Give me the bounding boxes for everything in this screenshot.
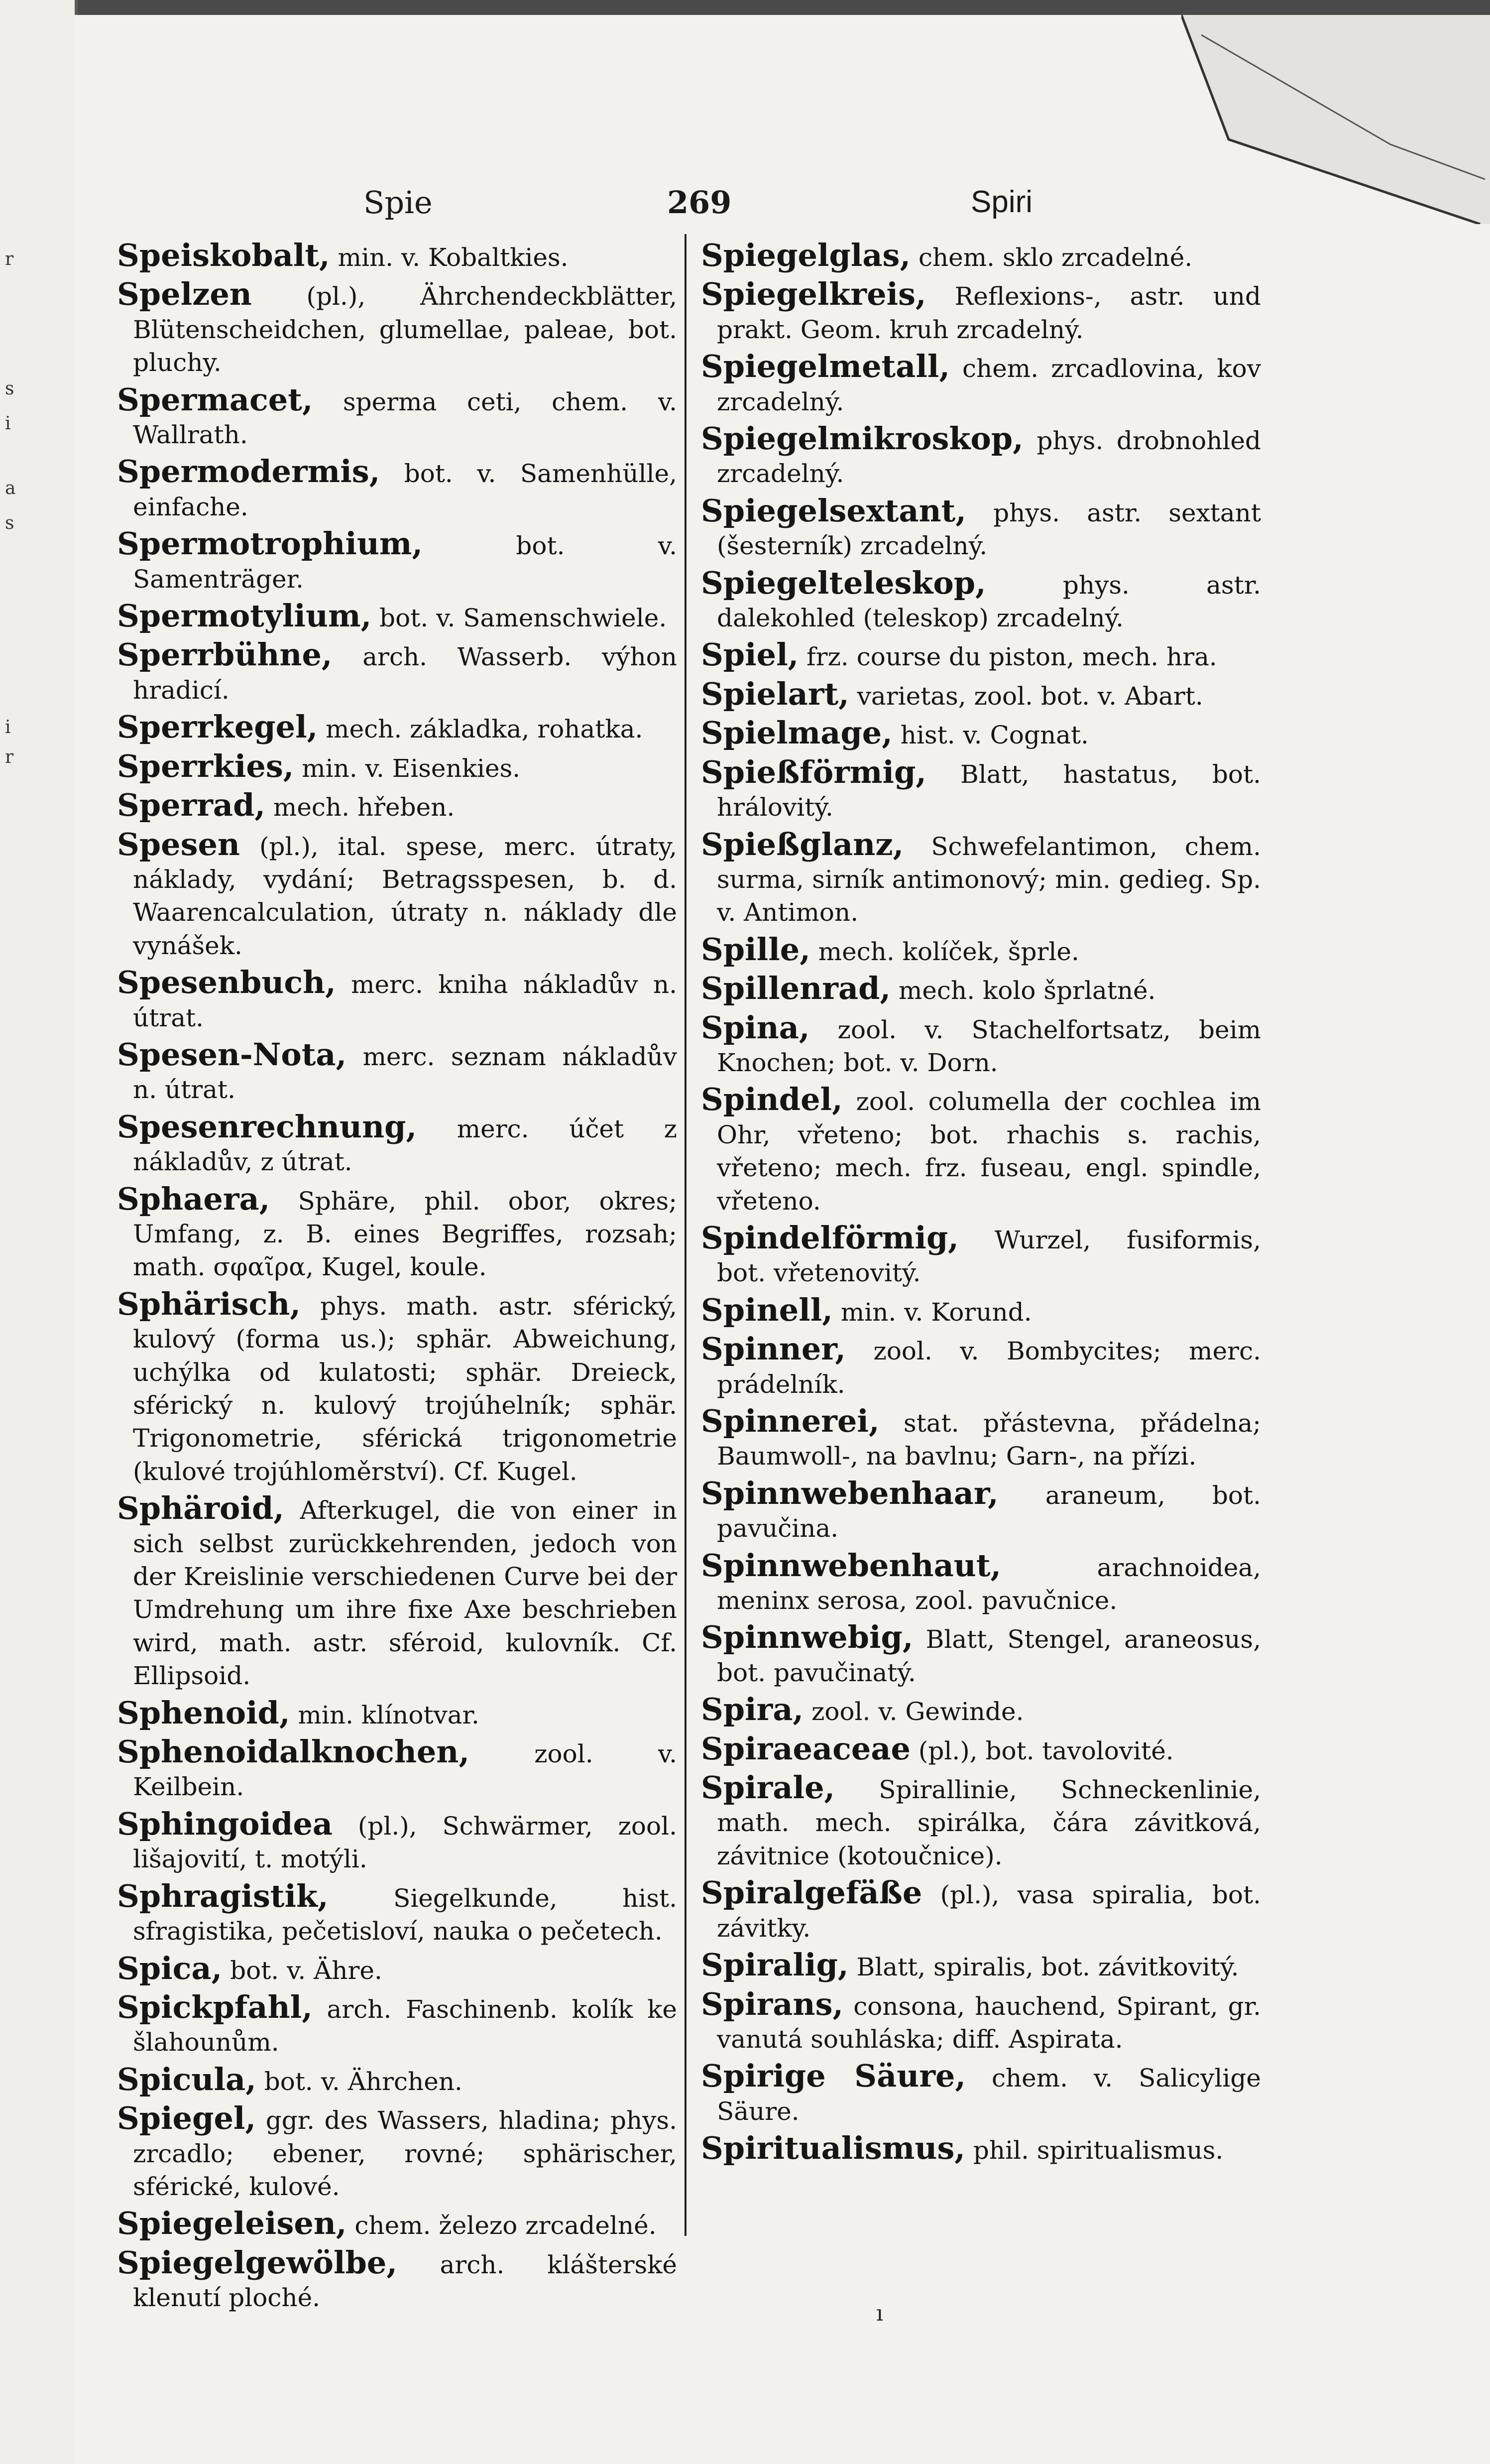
entry-headword: Sphärisch, [117, 1285, 301, 1322]
entry-definition: hist. v. Cognat. [900, 721, 1089, 750]
entry-headword: Sphaera, [117, 1180, 270, 1217]
dictionary-entry [701, 1011, 1261, 1080]
dictionary-entry [701, 1771, 1261, 1872]
entry-headword: Spickpfahl, [117, 1988, 313, 2025]
dictionary-entry [701, 1876, 1261, 1945]
entry-definition: zool. columella der cochlea im Ohr, vřeteno; bot. rhachis s. rachis, vřeteno; mech. frz. fuseau, engl. spindle, vřeteno. [717, 1087, 1261, 1216]
entry-headword: Sphenoid, [117, 1694, 290, 1731]
dictionary-entry [117, 711, 677, 745]
entry-headword: Spiralig, [701, 1947, 849, 1983]
dictionary-entry [701, 494, 1261, 563]
dictionary-entry [117, 239, 677, 274]
dictionary-entry [701, 564, 1261, 635]
header-left-guide: Spie [363, 184, 433, 221]
entry-headword: Spindelförmig, [701, 1219, 959, 1256]
entry-headword: Sperrbühne, [117, 636, 333, 673]
dictionary-entry [117, 966, 677, 1034]
entry-headword: Spiritualismus, [701, 2130, 965, 2167]
entry-definition: bot. v. Samenträger. [133, 531, 677, 594]
entry-definition: frz. course du piston, mech. hra. [806, 642, 1217, 672]
entry-definition: araneum, bot. pavučina. [717, 1480, 1261, 1543]
entry-headword: Spermotrophium, [117, 525, 423, 562]
dictionary-entry [701, 675, 1261, 713]
column-divider [685, 234, 687, 2236]
entry-definition: (pl.), vasa spiralia, bot. závitky. [717, 1880, 1261, 1943]
dictionary-entry [117, 2207, 677, 2242]
dictionary-entry [701, 1083, 1261, 1218]
entry-headword: Spesenrechnung, [117, 1108, 417, 1145]
entry-headword: Sphragistik, [117, 1877, 329, 1914]
dictionary-entry [117, 455, 677, 523]
entry-definition: arch. Wasserb. výhon hradicí. [133, 642, 677, 705]
entry-headword: Spiegelteleskop, [701, 564, 986, 601]
bottom-mark: ı [876, 2301, 884, 2326]
entry-headword: Spiel, [701, 636, 799, 673]
entry-definition: (pl.), ital. spese, merc. útraty, náklady, vydání; Betragsspesen, b. d. Waarencalculation, útraty n. náklady dle vynášek. [133, 832, 677, 960]
dictionary-entry [701, 422, 1261, 491]
dictionary-entry [117, 638, 677, 707]
dictionary-entry [701, 717, 1261, 751]
entry-definition: chem. zrcadlovina, kov zrcadelný. [717, 354, 1261, 416]
entry-headword: Speiskobalt, [117, 237, 330, 273]
entry-definition: zool. v. Stachelfortsatz, beim Knochen; bot. v. Dorn. [717, 1015, 1261, 1077]
entry-definition: Blatt, hastatus, bot. hrálovitý. [717, 759, 1261, 822]
entry-definition: Siegelkunde, hist. sfragistika, pečetisloví, nauka o pečetech. [133, 1883, 677, 1946]
dictionary-entry [701, 1477, 1261, 1545]
entry-headword: Spica, [117, 1950, 223, 1986]
entry-headword: Spiegelmikroskop, [701, 420, 1024, 457]
adjacent-page-edge [0, 0, 78, 2464]
margin-mark: r [5, 747, 14, 767]
dictionary-entry [701, 2132, 1261, 2167]
entry-definition: Sphäre, phil. obor, okres; Umfang, z. B. eines Begriffes, rozsah; math. σφαῖρα, Kugel, koule. [133, 1186, 677, 1282]
dictionary-entry [701, 972, 1261, 1007]
entry-definition: phil. spiritualismus. [973, 2136, 1224, 2165]
entry-headword: Spillenrad, [701, 970, 891, 1007]
dictionary-entry [701, 2060, 1261, 2128]
entry-definition: Wurzel, fusiformis, bot. vřetenovitý. [717, 1225, 1261, 1288]
margin-mark: a [5, 478, 16, 498]
entry-headword: Spille, [701, 931, 810, 968]
entry-definition: merc. seznam nákladův n. útrat. [133, 1042, 677, 1105]
entry-definition: phys. astr. dalekohled (teleskop) zrcadelný. [717, 570, 1261, 633]
entry-definition: bot. v. Ähre. [230, 1956, 382, 1985]
dictionary-entry [117, 2102, 677, 2203]
dictionary-entry [117, 2063, 677, 2098]
entry-definition: mech. hřeben. [273, 793, 455, 822]
entry-headword: Spinner, [701, 1331, 846, 1367]
entry-definition: mech. kolo šprlatné. [899, 976, 1156, 1005]
entry-headword: Spiegelsextant, [701, 492, 966, 529]
entry-headword: Spießförmig, [701, 753, 927, 790]
entry-headword: Spirans, [701, 1985, 844, 2022]
entry-headword: Spielmage, [701, 715, 893, 751]
entry-definition: arch. Faschinenb. kolík ke šlahounům. [133, 1994, 677, 2057]
entry-definition: sperma ceti, chem. v. Wallrath. [133, 387, 677, 450]
entry-definition: bot. v. Samenschwiele. [379, 604, 667, 633]
entry-headword: Spiralgefäße [701, 1874, 922, 1911]
dictionary-entry [701, 1949, 1261, 1983]
entry-definition: mech. základka, rohatka. [326, 715, 643, 744]
dictionary-entry [701, 1219, 1261, 1290]
entry-definition: bot. v. Ährchen. [264, 2067, 462, 2096]
dictionary-entry [117, 1110, 677, 1179]
dictionary-entry [117, 1694, 677, 1731]
entry-definition: stat. přástevna, přádelna; Baumwoll-, na bavlnu; Garn-, na přízi. [717, 1409, 1261, 1471]
entry-headword: Spicula, [117, 2061, 256, 2097]
entry-definition: chem. v. Salicylige Säure. [717, 2064, 1261, 2126]
right-column [701, 239, 1261, 2171]
entry-definition: zool. v. Keilbein. [133, 1739, 677, 1802]
entry-headword: Spelzen [117, 276, 252, 313]
entry-headword: Spermotylium, [117, 598, 372, 634]
entry-headword: Spina, [701, 1009, 810, 1046]
entry-headword: Spirige Säure, [701, 2058, 966, 2094]
dictionary-entry [117, 747, 677, 785]
entry-headword: Spiraeaceae [701, 1730, 911, 1767]
entry-headword: Sphingoidea [117, 1805, 333, 1842]
entry-headword: Spermacet, [117, 381, 313, 418]
dictionary-entry [701, 1732, 1261, 1767]
entry-headword: Spiegelgewölbe, [117, 2244, 397, 2281]
entry-definition: zool. v. Bombycites; merc. prádelník. [717, 1337, 1261, 1399]
entry-headword: Spiegelglas, [701, 237, 911, 273]
dictionary-entry [701, 1549, 1261, 1617]
entry-definition: (pl.), bot. tavolovité. [918, 1736, 1174, 1765]
dictionary-entry [117, 1988, 677, 2059]
dictionary-entry [117, 1805, 677, 1876]
dictionary-entry [117, 2246, 677, 2315]
entry-headword: Spielart, [701, 675, 849, 712]
entry-headword: Sphäroid, [117, 1490, 284, 1527]
entry-headword: Spirale, [701, 1769, 835, 1806]
entry-headword: Sperrkegel, [117, 709, 318, 745]
entry-headword: Spinnwebig, [701, 1619, 914, 1656]
entry-definition: min. v. Korund. [840, 1297, 1032, 1327]
margin-mark: s [5, 378, 14, 399]
entry-definition: merc. kniha nákladův n. útrat. [133, 970, 677, 1032]
dictionary-entry [701, 933, 1261, 968]
left-column [117, 239, 677, 2319]
entry-headword: Spinnerei, [701, 1403, 880, 1439]
dictionary-entry [701, 828, 1261, 929]
page-header [209, 184, 1354, 229]
entry-definition: zool. v. Gewinde. [811, 1697, 1024, 1726]
entry-headword: Sphenoidalknochen, [117, 1733, 470, 1770]
entry-definition: phys. math. astr. sférický, kulový (forma us.); sphär. Abweichung, uchýlka od kulatosti; sphär. Dreieck, sférický n. kulový trojúhelník; sphär. Trigonometrie, sférická trigonometrie (kulové trojúhloměrství). Cf. Kugel. [133, 1291, 677, 1486]
margin-mark: r [5, 249, 14, 269]
entry-definition: Spirallinie, Schneckenlinie, math. mech. spirálka, čára závitková, závitnice (kotoučnice). [717, 1775, 1261, 1870]
entry-headword: Sperrad, [117, 787, 266, 824]
dictionary-entry [117, 600, 677, 634]
dictionary-entry [117, 1952, 677, 1987]
entry-definition: Schwefelantimon, chem. surma, sirník antimonový; min. gedieg. Sp. v. Antimon. [717, 832, 1261, 927]
entry-headword: Spesen-Nota, [117, 1036, 347, 1073]
entry-definition: arachnoidea, meninx serosa, zool. pavučnice. [717, 1553, 1261, 1615]
dictionary-entry [117, 527, 677, 596]
entry-definition: merc. účet z nákladův, z útrat. [133, 1114, 677, 1177]
entry-definition: Blatt, spiralis, bot. závitkovitý. [856, 1953, 1239, 1982]
dictionary-entry [701, 239, 1261, 274]
dictionary-entry [117, 1735, 677, 1804]
entry-definition: (pl.), Ährchendeckblätter, Blütenscheidchen, glumellae, paleae, bot. pluchy. [133, 282, 677, 377]
entry-headword: Spiegel, [117, 2100, 256, 2137]
entry-definition: min. v. Kobaltkies. [338, 243, 569, 272]
dictionary-entry [701, 753, 1261, 824]
entry-definition: ggr. des Wassers, hladina; phys. zrcadlo; ebener, rovné; sphärischer, sférické, kulové. [133, 2106, 677, 2201]
dictionary-entry [117, 1492, 677, 1692]
page-number: 269 [667, 184, 732, 221]
entry-headword: Spiegeleisen, [117, 2205, 347, 2242]
entry-headword: Sperrkies, [117, 747, 294, 784]
entry-headword: Spesen [117, 826, 240, 862]
entry-definition: varietas, zool. bot. v. Abart. [857, 681, 1203, 711]
dictionary-entry [117, 1038, 677, 1107]
dictionary-entry [701, 1621, 1261, 1689]
entry-headword: Spindel, [701, 1081, 843, 1118]
entry-definition: Blatt, Stengel, araneosus, bot. pavučinatý. [717, 1625, 1261, 1687]
entry-headword: Spiegelmetall, [701, 348, 950, 385]
dictionary-entry [117, 1285, 677, 1488]
margin-mark: i [5, 413, 11, 434]
dictionary-entry [701, 1693, 1261, 1728]
entry-headword: Spinnwebenhaar, [701, 1475, 999, 1511]
header-right-guide: Spiri [971, 185, 1033, 219]
dictionary-entry [701, 278, 1261, 346]
entry-headword: Spira, [701, 1691, 804, 1728]
entry-headword: Spinell, [701, 1291, 833, 1328]
entry-definition: bot. v. Samenhülle, einfache. [133, 459, 677, 521]
entry-definition: consona, hauchend, Spirant, gr. vanutá souhláska; diff. Aspirata. [717, 1991, 1261, 2054]
entry-definition: chem. železo zrcadelné. [354, 2211, 657, 2240]
dictionary-entry [701, 638, 1261, 673]
entry-definition: min. klínotvar. [298, 1700, 479, 1729]
dictionary-entry [701, 1291, 1261, 1329]
entry-headword: Spermodermis, [117, 453, 380, 490]
dictionary-entry [117, 1180, 677, 1284]
entry-definition: phys. drobnohled zrcadelný. [717, 426, 1261, 489]
entry-definition: min. v. Eisenkies. [302, 753, 521, 783]
margin-mark: i [5, 717, 11, 738]
entry-definition: mech. kolíček, šprle. [818, 937, 1079, 966]
entry-headword: Spießglanz, [701, 826, 904, 862]
dictionary-entry [117, 1877, 677, 1948]
dictionary-entry [117, 828, 677, 963]
entry-headword: Spesenbuch, [117, 964, 336, 1001]
entry-definition: phys. astr. sextant (šesterník) zrcadelný. [717, 498, 1261, 561]
entry-definition: Reflexions-, astr. und prakt. Geom. kruh zrcadelný. [717, 282, 1261, 344]
entry-definition: Afterkugel, die von einer in sich selbst zurückkehrenden, jedoch von der Kreislinie verschiedenen Curve bei der Umdrehung um ihre fixe Axe beschrieben wird, math. astr. sféroid, kulovník. Cf. Ellipsoid. [133, 1496, 677, 1691]
dictionary-entry [117, 789, 677, 824]
dictionary-entry [701, 1333, 1261, 1401]
entry-definition: (pl.), Schwärmer, zool. lišajovití, t. motýli. [133, 1811, 677, 1874]
dictionary-entry [117, 383, 677, 452]
entry-definition: arch. klášterské klenutí ploché. [133, 2250, 677, 2313]
dictionary-entry [117, 278, 677, 379]
dictionary-entry [701, 1985, 1261, 2056]
dictionary-entry [701, 350, 1261, 418]
entry-headword: Spinnwebenhaut, [701, 1547, 1002, 1584]
entry-definition: chem. sklo zrcadelné. [918, 243, 1193, 272]
dictionary-entry [701, 1405, 1261, 1473]
entry-headword: Spiegelkreis, [701, 276, 926, 313]
margin-mark: s [5, 513, 14, 533]
